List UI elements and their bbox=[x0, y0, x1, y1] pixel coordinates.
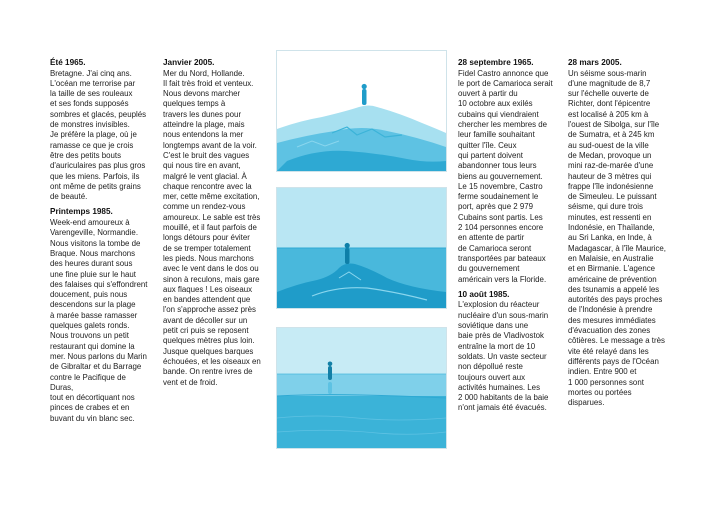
section-heading: Été 1965. bbox=[50, 58, 86, 67]
text-column-2 bbox=[163, 58, 263, 388]
text-column-3 bbox=[458, 58, 558, 414]
section-body: L'explosion du réacteur nucléaire d'un sous-marin soviétique dans une baie près de Vladivostok entraîne la mort de 10 soldats. Un vaste secteur non dépollué reste toujours ouvert aux activités humaines. Les 2 000 habitants de la baie n'ont jamais été évacués. bbox=[458, 300, 549, 413]
photo-rock-outcrop-image bbox=[277, 51, 446, 171]
section-body: Un séisme sous-marin d'une magnitude de 8,7 sur l'échelle ouverte de Richter, dont l'épicentre est localisé à 205 km à l'ouest de Sibolga, sur l'île de Sumatra, et à 245 km au sud-ouest de la ville de Medan, provoque un mini raz-de-marée d'une hauteur de 3 mètres qui frappe l'île indonésienne de Simeuleu. Le puissant séisme, qui dure trois minutes, est ressenti en Indonésie, en Thaïlande, au Sri Lanka, en Inde, à Madagascar, à l'île Maurice, en Malaisie, en Australie et en Birmanie. L'agence américaine de prévention des tsunamis a appelé les autorités des pays proches de l'Indonésie à prendre des mesures immédiates d'évacuation des zones côtières. Le message a très vite été relayé dans les différents pays de l'Océan indien. Entre 900 et 1 000 personnes sont mortes ou portées disparues. bbox=[568, 68, 666, 408]
text-column-1 bbox=[50, 58, 150, 424]
section-heading: Janvier 2005. bbox=[163, 58, 215, 67]
section-heading: 28 septembre 1965. bbox=[458, 58, 534, 67]
photo-figure-on-rock-horizon bbox=[276, 187, 447, 309]
section-body: Bretagne. J'ai cinq ans. L'océan me terrorise par la taille de ses rouleaux et ses fonds supposés sombres et glacés, peuplés de monstres invisibles. Je préfère la plage, où je ramasse ce que je crois être des petits bouts d'auriculaires pas plus gros que les miens. Parfois, ils ont même de petits grains de beauté. bbox=[50, 68, 147, 202]
section-body: Week-end amoureux à Varengeville, Normandie. Nous visitons la tombe de Braque. Nous marchons des heures durant sous une fine pluie sur le haut des falaises qui s'effondrent doucement, puis nous descendons sur la plage à marée basse ramasser quelques galets ronds. Nous trouvons un petit restaurant qui domine la mer. Nous parlons du Marin de Gibraltar et du Barrage contre le Pacifique de Duras, tout en décortiquant nos pinces de crabes et en buvant du vin blanc sec. bbox=[50, 218, 148, 423]
photo-figure-shoreline-reflection bbox=[276, 327, 447, 449]
photo-rock-outcrop bbox=[276, 50, 447, 172]
photo-figure-on-rock-horizon-image bbox=[277, 188, 446, 308]
section-heading: 10 août 1985. bbox=[458, 289, 510, 299]
section-heading: Printemps 1985. bbox=[50, 207, 113, 217]
text-column-4 bbox=[568, 58, 676, 408]
section-body: Mer du Nord, Hollande. Il fait très froid et venteux. Nous devons marcher quelques temps à travers les dunes pour atteindre la plage, mais nous entendons la mer longtemps avant de la voir. C'est le bruit des vagues qui nous tire en avant, malgré le vent glacial. À chaque rencontre avec la mer, cette même excitation, comme un rendez-vous amoureux. Le sable est très mouillé, et il faut parfois de longs détours pour éviter de se tremper totalement les pieds. Nous marchons avec le vent dans le dos ou sinon à reculons, mais gare aux flaques ! Les oiseaux en bandes attendent que l'on s'approche assez près avant de décoller sur un petit cri puis se reposent quelques mètres plus loin. Jusque quelques barques échouées, et les oiseaux en bande. On rentre ivres de vent et de froid. bbox=[163, 68, 261, 387]
section-heading: 28 mars 2005. bbox=[568, 58, 622, 67]
photo-figure-shoreline-reflection-image bbox=[277, 328, 446, 448]
section-body: Fidel Castro annonce que le port de Camarioca serait ouvert à partir du 10 octobre aux exilés cubains qui viendraient chercher les membres de leur famille souhaitant quitter l'île. Ceux qui partent doivent abandonner tous leurs biens au gouvernement. Le 15 novembre, Castro ferme soudainement le port, après que 2 979 Cubains sont partis. Les 2 104 personnes encore en attente de partir de Camarioca seront transportées par bateaux du gouvernement américain vers la Floride. bbox=[458, 68, 553, 284]
